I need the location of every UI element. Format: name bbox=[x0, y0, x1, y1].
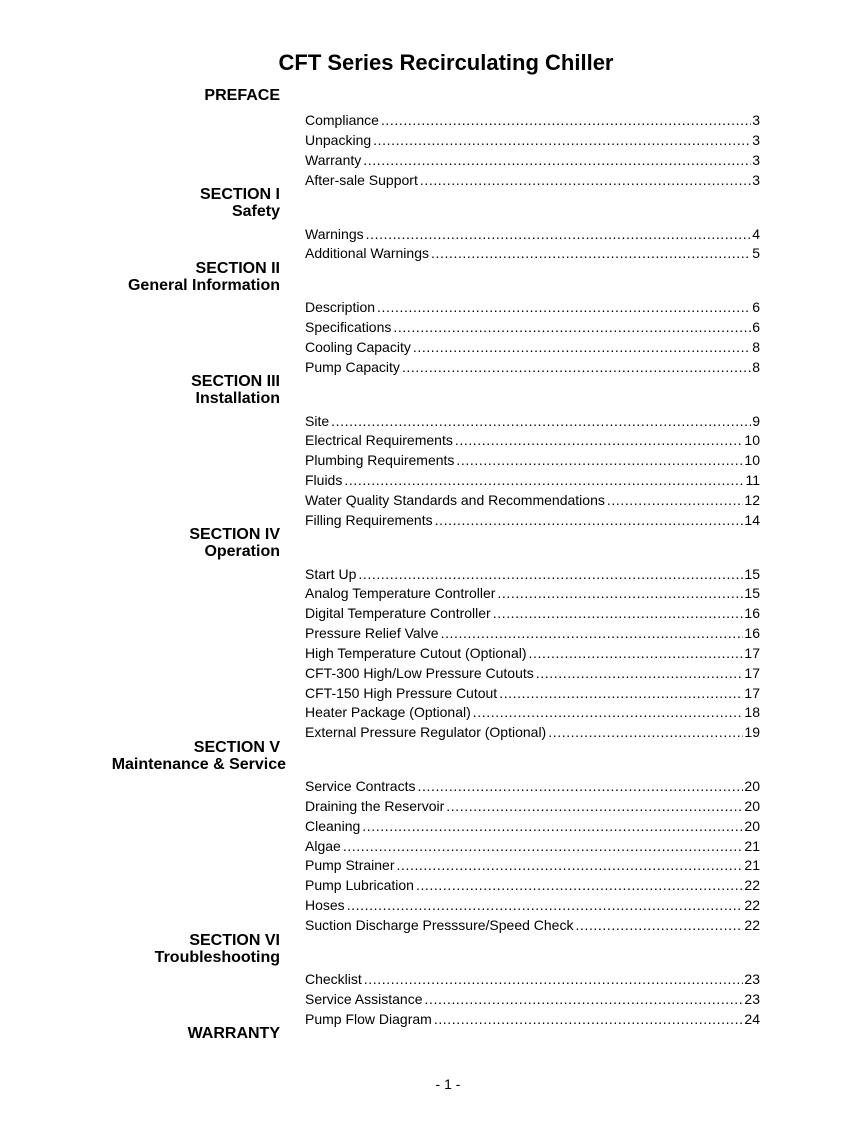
toc-entry-label: Warranty bbox=[305, 152, 362, 168]
section-heading bbox=[189, 526, 280, 560]
toc-entry-page: 17 bbox=[744, 645, 760, 661]
toc-entry-label: Cooling Capacity bbox=[305, 339, 411, 355]
dot-leader bbox=[536, 665, 744, 681]
toc-entry-label: High Temperature Cutout (Optional) bbox=[305, 645, 527, 661]
section-number: SECTION V bbox=[193, 739, 280, 756]
toc-entry-page: 21 bbox=[744, 857, 760, 873]
toc-entry[interactable] bbox=[305, 295, 760, 315]
toc-entry-label: Analog Temperature Controller bbox=[305, 585, 496, 601]
toc-entry-page: 12 bbox=[744, 492, 760, 508]
toc-entry-page: 19 bbox=[744, 724, 760, 740]
section-name: Installation bbox=[195, 390, 280, 407]
page-number: - 1 - bbox=[435, 1076, 461, 1092]
toc-entry-page: 5 bbox=[752, 245, 760, 261]
dot-leader bbox=[362, 818, 743, 834]
section-name: Safety bbox=[231, 203, 280, 220]
toc-entry[interactable] bbox=[305, 661, 760, 681]
dot-leader bbox=[529, 645, 744, 661]
dot-leader bbox=[548, 724, 743, 740]
dot-leader bbox=[363, 152, 751, 168]
toc-entry[interactable] bbox=[305, 488, 760, 508]
toc-entry-page: 20 bbox=[744, 778, 760, 794]
toc-entry[interactable] bbox=[305, 468, 760, 488]
toc-entry-page: 16 bbox=[744, 625, 760, 641]
dot-leader bbox=[347, 897, 744, 913]
section-name: Troubleshooting bbox=[154, 949, 280, 966]
dot-leader bbox=[358, 566, 743, 582]
toc-entry-label: Fluids bbox=[305, 472, 343, 488]
toc-entry[interactable] bbox=[305, 774, 760, 794]
toc-entry-page: 14 bbox=[744, 512, 760, 528]
section-heading bbox=[200, 186, 280, 220]
dot-leader bbox=[373, 132, 751, 148]
section-name: Operation bbox=[204, 543, 280, 560]
dot-leader bbox=[402, 359, 751, 375]
section-name: General Information bbox=[127, 277, 280, 294]
toc-entry[interactable] bbox=[305, 315, 760, 335]
dot-leader bbox=[416, 877, 743, 893]
preface-heading: PREFACE bbox=[204, 87, 280, 104]
toc-entry[interactable] bbox=[305, 700, 760, 720]
toc-entry[interactable] bbox=[305, 108, 760, 128]
toc-entry[interactable] bbox=[305, 893, 760, 913]
section-number: SECTION II bbox=[195, 260, 280, 277]
toc-entry-label: Pump Capacity bbox=[305, 359, 400, 375]
toc-entry-page: 8 bbox=[752, 359, 760, 375]
toc-entry-page: 24 bbox=[744, 1011, 760, 1027]
dot-leader bbox=[381, 112, 751, 128]
toc-entry-label: Water Quality Standards and Recommendations bbox=[305, 492, 605, 508]
toc-entry[interactable] bbox=[305, 241, 760, 261]
toc-entry-page: 17 bbox=[744, 665, 760, 681]
toc-entry-label: Compliance bbox=[305, 112, 379, 128]
section-number: SECTION VI bbox=[189, 932, 280, 949]
dot-leader bbox=[473, 704, 744, 720]
dot-leader bbox=[417, 778, 743, 794]
toc-entry[interactable] bbox=[305, 720, 760, 740]
toc-entry[interactable] bbox=[305, 814, 760, 834]
dot-leader bbox=[396, 857, 743, 873]
toc-entry-page: 3 bbox=[752, 132, 760, 148]
toc-entry[interactable] bbox=[305, 853, 760, 873]
dot-leader bbox=[420, 172, 751, 188]
toc-entry-page: 3 bbox=[752, 172, 760, 188]
toc-entry-label: Pump Lubrication bbox=[305, 877, 414, 893]
dot-leader bbox=[435, 512, 744, 528]
toc-entry-page: 15 bbox=[744, 566, 760, 582]
toc-entry-label: Pump Flow Diagram bbox=[305, 1011, 432, 1027]
toc-entry[interactable] bbox=[305, 581, 760, 601]
toc-entry-page: 6 bbox=[752, 319, 760, 335]
toc-entry-label: Plumbing Requirements bbox=[305, 452, 455, 468]
toc-entry[interactable] bbox=[305, 794, 760, 814]
toc-entry-page: 10 bbox=[744, 452, 760, 468]
toc-entry-label: Digital Temperature Controller bbox=[305, 605, 491, 621]
dot-leader bbox=[377, 299, 751, 315]
dot-leader bbox=[607, 492, 744, 508]
toc-entry[interactable] bbox=[305, 1007, 760, 1027]
dot-leader bbox=[343, 838, 744, 854]
dot-leader bbox=[431, 245, 751, 261]
section-number: SECTION IV bbox=[189, 526, 280, 543]
document-title: CFT Series Recirculating Chiller bbox=[278, 50, 614, 75]
toc-entry[interactable] bbox=[305, 641, 760, 661]
toc-entry-label: Pump Strainer bbox=[305, 857, 395, 873]
toc-entry-page: 9 bbox=[752, 413, 760, 429]
toc-entry-page: 23 bbox=[744, 971, 760, 987]
toc-entry-label: Start Up bbox=[305, 566, 357, 582]
toc-entry-label: Pressure Relief Valve bbox=[305, 625, 439, 641]
toc-entry[interactable] bbox=[305, 168, 760, 188]
toc-entry-label: Service Assistance bbox=[305, 991, 423, 1007]
toc-entry[interactable] bbox=[305, 834, 760, 854]
toc-entry-label: Checklist bbox=[305, 971, 362, 987]
dot-leader bbox=[446, 798, 743, 814]
toc-entry-page: 3 bbox=[752, 152, 760, 168]
warranty-heading: WARRANTY bbox=[187, 1025, 280, 1042]
toc-entry-label: Unpacking bbox=[305, 132, 372, 148]
toc-entry-label: Warnings bbox=[305, 226, 364, 242]
toc-entry-label: Heater Package (Optional) bbox=[305, 704, 471, 720]
toc-entry[interactable] bbox=[305, 967, 760, 987]
toc-entry-page: 15 bbox=[744, 585, 760, 601]
toc-entry[interactable] bbox=[305, 428, 760, 448]
toc-entry-label: Specifications bbox=[305, 319, 392, 335]
toc-entry[interactable] bbox=[305, 987, 760, 1007]
toc-entry[interactable] bbox=[305, 128, 760, 148]
toc-entry-page: 11 bbox=[745, 472, 760, 488]
toc-entry-label: Service Contracts bbox=[305, 778, 416, 794]
toc-entry-page: 20 bbox=[744, 818, 760, 834]
dot-leader bbox=[364, 971, 744, 987]
toc-entry-label: Draining the Reservoir bbox=[305, 798, 445, 814]
toc-entry-page: 3 bbox=[752, 112, 760, 128]
toc-entry-page: 16 bbox=[744, 605, 760, 621]
toc-entry-label: Description bbox=[305, 299, 376, 315]
toc-entry[interactable] bbox=[305, 335, 760, 355]
dot-leader bbox=[456, 452, 743, 468]
toc-entry-page: 21 bbox=[744, 838, 760, 854]
section-heading bbox=[112, 739, 286, 773]
section-heading bbox=[191, 373, 280, 407]
toc-entry[interactable] bbox=[305, 913, 760, 933]
section-heading bbox=[155, 932, 280, 966]
section-number: SECTION III bbox=[191, 373, 280, 390]
toc-entry[interactable] bbox=[305, 681, 760, 701]
toc-entry-label: Suction Discharge Presssure/Speed Check bbox=[305, 917, 574, 933]
toc-entry-page: 6 bbox=[752, 299, 760, 315]
toc-entry[interactable] bbox=[305, 448, 760, 468]
dot-leader bbox=[575, 917, 743, 933]
toc-entry[interactable] bbox=[305, 148, 760, 168]
toc-entry-page: 22 bbox=[744, 917, 760, 933]
section-heading bbox=[128, 260, 280, 294]
toc-entry-label: After-sale Support bbox=[305, 172, 418, 188]
toc-entry[interactable] bbox=[305, 222, 760, 242]
toc-entry[interactable] bbox=[305, 601, 760, 621]
toc-entry-page: 22 bbox=[744, 897, 760, 913]
toc-entry-label: CFT-300 High/Low Pressure Cutouts bbox=[305, 665, 534, 681]
dot-leader bbox=[413, 339, 751, 355]
toc-entry-page: 18 bbox=[744, 704, 760, 720]
dot-leader bbox=[344, 472, 744, 488]
toc-entry-label: Algae bbox=[305, 838, 341, 854]
toc-entry-label: Additional Warnings bbox=[305, 245, 429, 261]
toc-entry-label: Site bbox=[305, 413, 330, 429]
dot-leader bbox=[425, 991, 744, 1007]
toc-entry-page: 8 bbox=[752, 339, 760, 355]
dot-leader bbox=[393, 319, 751, 335]
toc-entry[interactable] bbox=[305, 562, 760, 582]
dot-leader bbox=[493, 605, 744, 621]
toc-entry[interactable] bbox=[305, 621, 760, 641]
toc-entry-label: Hoses bbox=[305, 897, 345, 913]
toc-entry-page: 22 bbox=[744, 877, 760, 893]
dot-leader bbox=[499, 685, 743, 701]
toc-entry-label: Cleaning bbox=[305, 818, 361, 834]
toc-entry[interactable] bbox=[305, 508, 760, 528]
toc-entry[interactable] bbox=[305, 409, 760, 429]
section-number: SECTION I bbox=[199, 186, 280, 203]
toc-entry-label: External Pressure Regulator (Optional) bbox=[305, 724, 547, 740]
toc-entry[interactable] bbox=[305, 355, 760, 375]
dot-leader bbox=[497, 585, 743, 601]
toc-entry-label: Filling Requirements bbox=[305, 512, 433, 528]
dot-leader bbox=[331, 413, 751, 429]
dot-leader bbox=[455, 432, 744, 448]
toc-entry-label: Electrical Requirements bbox=[305, 432, 453, 448]
toc-entry-page: 10 bbox=[744, 432, 760, 448]
toc-entry-page: 20 bbox=[744, 798, 760, 814]
toc-entry-page: 17 bbox=[744, 685, 760, 701]
dot-leader bbox=[441, 625, 744, 641]
section-name: Maintenance & Service bbox=[111, 756, 286, 773]
toc-entry-label: CFT-150 High Pressure Cutout bbox=[305, 685, 498, 701]
dot-leader bbox=[366, 226, 752, 242]
toc-entry-page: 4 bbox=[752, 226, 760, 242]
dot-leader bbox=[434, 1011, 744, 1027]
toc-entry-page: 23 bbox=[744, 991, 760, 1007]
toc-entry[interactable] bbox=[305, 873, 760, 893]
